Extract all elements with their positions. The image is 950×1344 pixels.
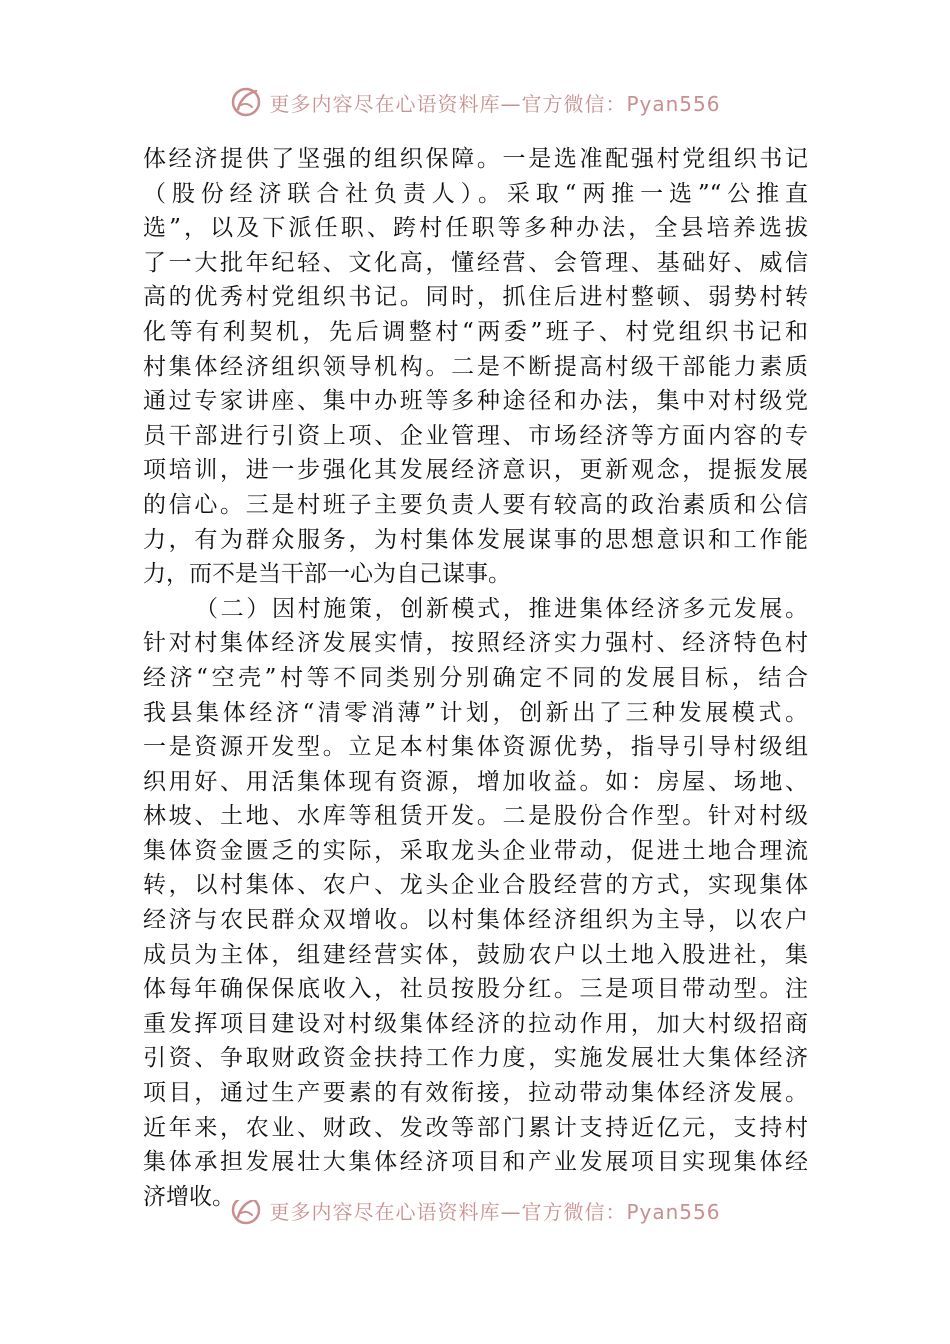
text-line: 了一大批年纪轻、文化高，懂经营、会管理、基础好、威信 xyxy=(143,249,808,276)
footer-watermark xyxy=(0,1200,950,1236)
text-line: （股份经济联合社负责人）。采取“两推一选”“公推直 xyxy=(143,180,808,207)
text-line: 我县集体经济“清零消薄”计划，创新出了三种发展模式。 xyxy=(143,699,808,726)
text-line: 经济与农民群众双增收。以村集体经济组织为主导，以农户 xyxy=(143,907,808,934)
watermark-text: 更多内容尽在心语资料库—官方微信：Pyan556 xyxy=(269,91,721,116)
text-line: 引资、争取财政资金扶持工作力度，实施发展壮大集体经济 xyxy=(143,1045,808,1072)
text-line: 选”，以及下派任职、跨村任职等多种办法，全县培养选拔 xyxy=(143,215,808,242)
text-line: 近年来，农业、财政、发改等部门累计支持近亿元，支持村 xyxy=(143,1114,808,1141)
text-line: 力，而不是当干部一心为自己谋事。 xyxy=(143,561,511,588)
text-line: 体经济提供了坚强的组织保障。一是选准配强村党组织书记 xyxy=(143,146,808,172)
paragraph xyxy=(143,592,808,1215)
text-line: 一是资源开发型。立足本村集体资源优势，指导引导村级组 xyxy=(143,734,808,761)
text-line: 化等有利契机，先后调整村“两委”班子、村党组织书记和 xyxy=(143,318,808,345)
text-line: 力，有为群众服务，为村集体发展谋事的思想意识和工作能 xyxy=(143,526,808,553)
watermark-logo-icon xyxy=(229,85,263,119)
text-line: 的信心。三是村班子主要负责人要有较高的政治素质和公信 xyxy=(143,491,808,518)
text-line: 高的优秀村党组织书记。同时，抓住后进村整顿、弱势村转 xyxy=(143,284,808,311)
text-line: 村集体经济组织领导机构。二是不断提高村级干部能力素质 xyxy=(143,353,808,380)
text-line: （二）因村施策，创新模式，推进集体经济多元发展。 xyxy=(195,595,808,622)
paragraph xyxy=(143,142,808,592)
text-line: 林坡、土地、水库等租赁开发。二是股份合作型。针对村级 xyxy=(143,803,808,830)
watermark-text: 更多内容尽在心语资料库—官方微信：Pyan556 xyxy=(269,1200,721,1224)
header-watermark xyxy=(0,82,950,122)
text-line: 集体承担发展壮大集体经济项目和产业发展项目实现集体经 xyxy=(143,1149,808,1176)
text-line: 员干部进行引资上项、企业管理、市场经济等方面内容的专 xyxy=(143,422,808,449)
text-line: 项培训，进一步强化其发展经济意识，更新观念，提振发展 xyxy=(143,457,808,484)
text-line: 济增收。 xyxy=(143,1183,235,1210)
text-line: 集体资金匮乏的实际，采取龙头企业带动，促进土地合理流 xyxy=(143,837,808,864)
text-line: 项目，通过生产要素的有效衔接，拉动带动集体经济发展。 xyxy=(143,1080,808,1107)
text-line: 针对村集体经济发展实情，按照经济实力强村、经济特色村 xyxy=(143,630,808,657)
document-body xyxy=(143,142,808,1214)
text-line: 转，以村集体、农户、龙头企业合股经营的方式，实现集体 xyxy=(143,872,808,899)
text-line: 经济“空壳”村等不同类别分别确定不同的发展目标，结合 xyxy=(143,664,808,691)
text-line: 通过专家讲座、集中办班等多种途径和办法，集中对村级党 xyxy=(143,388,808,415)
text-line: 体每年确保保底收入，社员按股分红。三是项目带动型。注 xyxy=(143,976,808,1003)
text-line: 成员为主体，组建经营实体，鼓励农户以土地入股进社，集 xyxy=(143,941,808,968)
text-line: 织用好、用活集体现有资源，增加收益。如：房屋、场地、 xyxy=(143,768,808,795)
text-line: 重发挥项目建设对村级集体经济的拉动作用，加大村级招商 xyxy=(143,1010,808,1037)
watermark-logo-icon xyxy=(229,1200,263,1227)
